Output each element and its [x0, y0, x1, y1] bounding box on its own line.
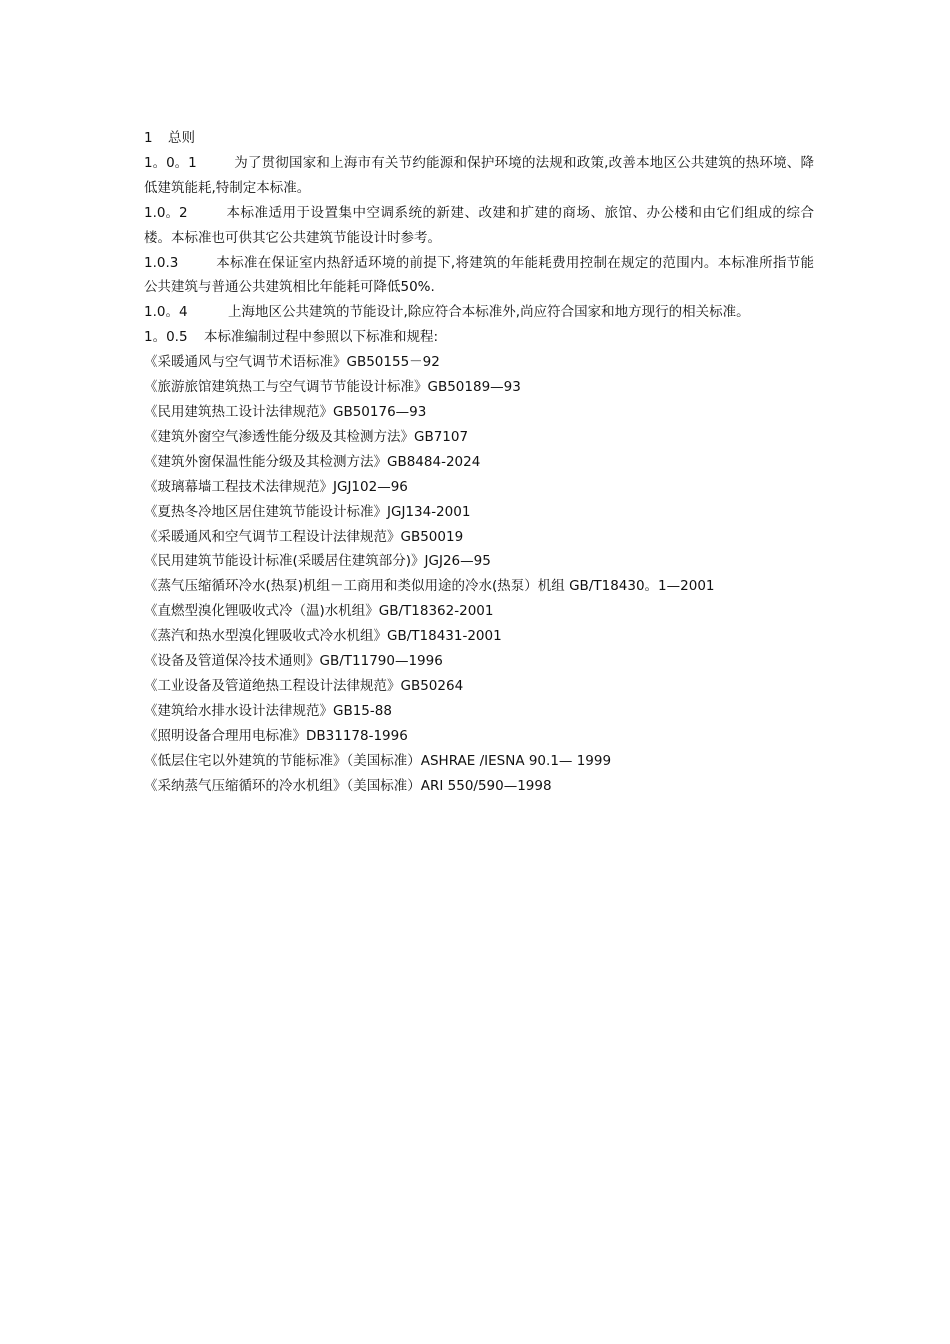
clause-1-0-2: [144, 201, 814, 251]
reference-item: 《蒸汽和热水型溴化锂吸收式冷水机组》GB/T18431-2001: [144, 628, 502, 645]
section-heading: [144, 126, 814, 151]
clause-1-0-4: [144, 300, 814, 325]
reference-item: 《旅游旅馆建筑热工与空气调节节能设计标准》GB50189—93: [144, 379, 521, 396]
reference-item: 《照明设备合理用电标准》DB31178-1996: [144, 727, 408, 744]
reference-item: 《民用建筑热工设计法律规范》GB50176—93: [144, 403, 427, 420]
clause-text: 本标准编制过程中参照以下标准和规程:: [204, 329, 439, 346]
clause-text: 上海地区公共建筑的节能设计,除应符合本标准外,尚应符合国家和地方现行的相关标准。: [228, 304, 750, 321]
clause-number: 1.0.3: [144, 254, 179, 271]
reference-item: 《建筑外窗保温性能分级及其检测方法》GB8484-2024: [144, 453, 481, 470]
reference-item: 《采纳蒸气压缩循环的冷水机组》（美国标准）ARI 550/590—1998: [144, 777, 552, 794]
reference-item: 《低层住宅以外建筑的节能标准》（美国标准）ASHRAE /IESNA 90.1— 1999: [144, 752, 612, 769]
document-body: [144, 126, 814, 798]
reference-item: 《工业设备及管道绝热工程设计法律规范》GB50264: [144, 677, 464, 694]
reference-item: 《夏热冬冷地区居住建筑节能设计标准》JGJ134-2001: [144, 503, 471, 520]
reference-item: 《直燃型溴化锂吸收式冷（温)水机组》GB/T18362-2001: [144, 603, 494, 620]
reference-item: 《采暖通风与空气调节术语标准》GB50155－92: [144, 354, 440, 371]
clause-number: 1。0。1: [144, 154, 197, 171]
clause-number: 1。0.5: [144, 329, 188, 346]
clause-1-0-5: [144, 325, 814, 350]
clause-number: 1.0。4: [144, 304, 188, 321]
clause-text: 本标准在保证室内热舒适环境的前提下,将建筑的年能耗费用控制在规定的范围内。本标准所指节能公共建筑与普通公共建筑相比年能耗可降低50%.: [144, 254, 814, 296]
clause-text: 本标准适用于设置集中空调系统的新建、改建和扩建的商场、旅馆、办公楼和由它们组成的综合楼。本标准也可供其它公共建筑节能设计时参考。: [144, 204, 814, 246]
reference-item: 《蒸气压缩循环冷水(热泵)机组－工商用和类似用途的冷水(热泵）机组 GB/T18430。1—2001: [144, 578, 715, 595]
clause-text: 为了贯彻国家和上海市有关节约能源和保护环境的法规和政策,改善本地区公共建筑的热环境、降低建筑能耗,特制定本标准。: [144, 154, 814, 196]
reference-item: 《设备及管道保冷技术通则》GB/T11790—1996: [144, 653, 443, 670]
reference-item: 《民用建筑节能设计标准(采暖居住建筑部分)》JGJ26—95: [144, 553, 491, 570]
section-title: 总则: [168, 130, 195, 146]
reference-item: 《玻璃幕墙工程技术法律规范》JGJ102—96: [144, 478, 408, 495]
reference-item: 《采暖通风和空气调节工程设计法律规范》GB50019: [144, 528, 464, 545]
reference-item: 《建筑外窗空气渗透性能分级及其检测方法》GB7107: [144, 428, 469, 445]
clause-1-0-3: [144, 251, 814, 301]
section-number: 1: [144, 130, 153, 146]
reference-item: 《建筑给水排水设计法律规范》GB15-88: [144, 702, 392, 719]
clause-1-0-1: [144, 151, 814, 201]
clause-number: 1.0。2: [144, 204, 188, 221]
